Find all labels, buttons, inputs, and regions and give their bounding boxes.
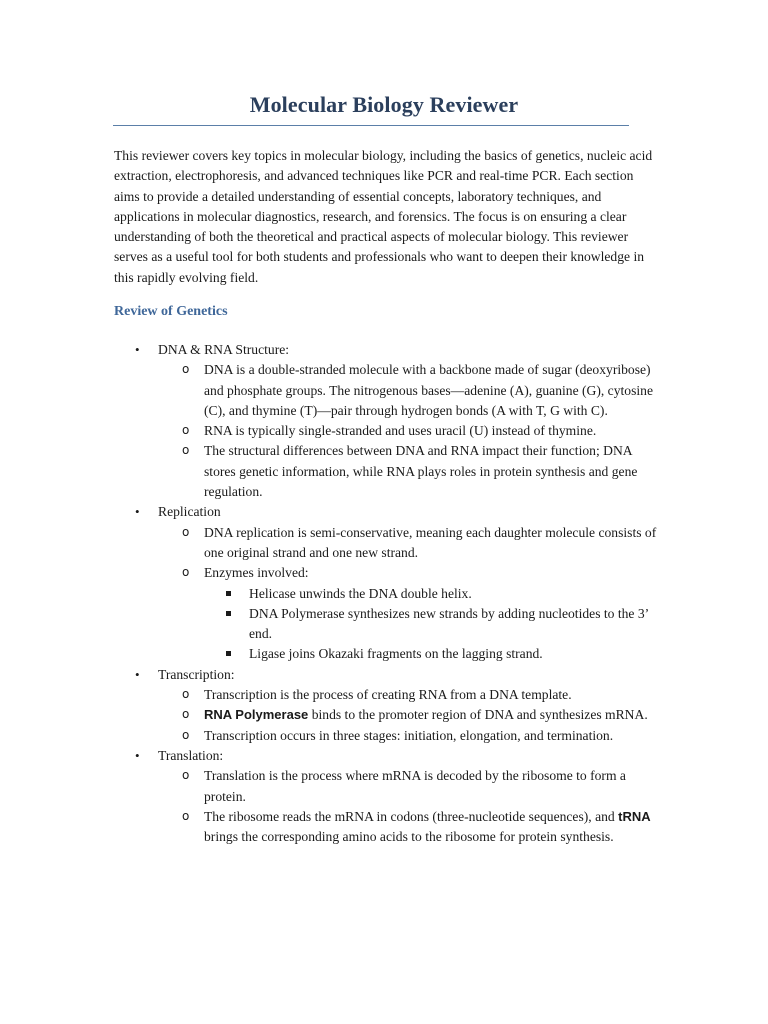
intro-paragraph: This reviewer covers key topics in molecular biology, including the basics of genetics, nucleic acid extraction, electrophoresis, and advanced techniques like PCR and real-time PCR. Each section aims to provide a detailed understanding of essential concepts, laboratory techniques, and applications in molecular diagnostics, research, and forensics. The focus is on ensuring a clear understanding of both the theoretical and practical aspects of molecular biology. This reviewer serves as a useful tool for both students and professionals who want to deepen their knowledge in this rapidly evolving field.	[114, 148, 653, 285]
list-item	[158, 807, 659, 848]
list-item-text: DNA is a double-stranded molecule with a backbone made of sugar (deoxyribose) and phosphate groups. The nitrogenous bases—adenine (A), guanine (G), cytosine (C), and thymine (T)—pair through hydrogen bonds (A with T, G with C).	[204, 362, 653, 418]
hollow-bullet-icon: o	[182, 727, 190, 742]
document-title: Molecular Biology Reviewer	[249, 92, 519, 117]
hollow-bullet-icon: o	[182, 687, 190, 702]
bullet-icon: •	[135, 504, 140, 520]
hollow-bullet-icon: o	[182, 362, 190, 377]
topic-list	[114, 340, 659, 847]
list-item-text: Transcription occurs in three stages: initiation, elongation, and termination.	[204, 727, 614, 743]
list-item-text: Translation is the process where mRNA is decoded by the ribosome to form a protein.	[204, 768, 626, 804]
section-heading: Review of Genetics	[114, 304, 228, 319]
list-item-text: Transcription is the process of creating RNA from a DNA template.	[204, 687, 572, 703]
subtopic-list	[158, 766, 659, 847]
hollow-bullet-icon: o	[182, 768, 190, 783]
topic-label: Replication	[158, 504, 221, 520]
topic-label: Transcription:	[158, 666, 235, 682]
square-bullet-icon	[226, 591, 231, 596]
list-item-text: The structural differences between DNA and RNA impact their function; DNA stores genetic information, while RNA plays roles in protein synthesis and gene regulation.	[204, 443, 638, 500]
hollow-bullet-icon: o	[182, 565, 190, 580]
list-item	[204, 644, 659, 664]
topic-translation	[114, 746, 659, 847]
list-item	[158, 685, 659, 705]
list-item-text: Ligase joins Okazaki fragments on the lagging strand.	[249, 646, 543, 662]
subtopic-list	[158, 360, 659, 502]
square-bullet-icon	[226, 651, 231, 656]
hollow-bullet-icon: o	[182, 423, 190, 438]
topic-dna-rna-structure	[114, 340, 659, 502]
bullet-icon: •	[135, 342, 140, 357]
list-item-text: The ribosome reads the mRNA in codons (three-nucleotide sequences), and	[204, 808, 619, 824]
subtopic-list	[158, 685, 659, 746]
list-item	[158, 421, 659, 441]
list-item	[204, 584, 659, 604]
list-item	[158, 705, 659, 725]
bullet-icon: •	[135, 747, 140, 763]
key-term: tRNA	[618, 808, 651, 824]
square-bullet-icon	[226, 611, 231, 616]
list-item-text: binds to the promoter region of DNA and synthesizes mRNA.	[308, 707, 648, 723]
hollow-bullet-icon: o	[182, 808, 190, 823]
list-item	[158, 563, 659, 664]
list-item	[158, 360, 659, 421]
list-item	[158, 441, 659, 502]
hollow-bullet-icon: o	[182, 524, 190, 539]
genetics-outline	[114, 340, 659, 847]
topic-transcription	[114, 665, 659, 746]
list-item	[204, 604, 659, 645]
hollow-bullet-icon: o	[182, 443, 190, 458]
hollow-bullet-icon: o	[182, 707, 190, 722]
list-item-text: Helicase unwinds the DNA double helix.	[249, 585, 472, 601]
list-item-text: RNA is typically single-stranded and uses uracil (U) instead of thymine.	[204, 423, 597, 439]
list-item	[158, 523, 659, 564]
subtopic-list	[158, 523, 659, 665]
topic-replication	[114, 502, 659, 664]
list-item-text: Enzymes involved:	[204, 565, 309, 581]
list-item-text: DNA Polymerase synthesizes new strands by adding nucleotides to the 3’ end.	[249, 605, 649, 642]
title-divider	[113, 125, 629, 126]
list-item-text: DNA replication is semi-conservative, meaning each daughter molecule consists of one original strand and one new strand.	[204, 524, 657, 560]
list-item-text: brings the corresponding amino acids to the ribosome for protein synthesis.	[204, 829, 614, 845]
topic-label: DNA & RNA Structure:	[158, 342, 290, 357]
enzyme-list	[204, 584, 659, 665]
key-term: RNA Polymerase	[204, 707, 309, 723]
bullet-icon: •	[135, 666, 140, 682]
topic-label: Translation:	[158, 747, 224, 763]
list-item	[158, 766, 659, 807]
list-item	[158, 726, 659, 746]
